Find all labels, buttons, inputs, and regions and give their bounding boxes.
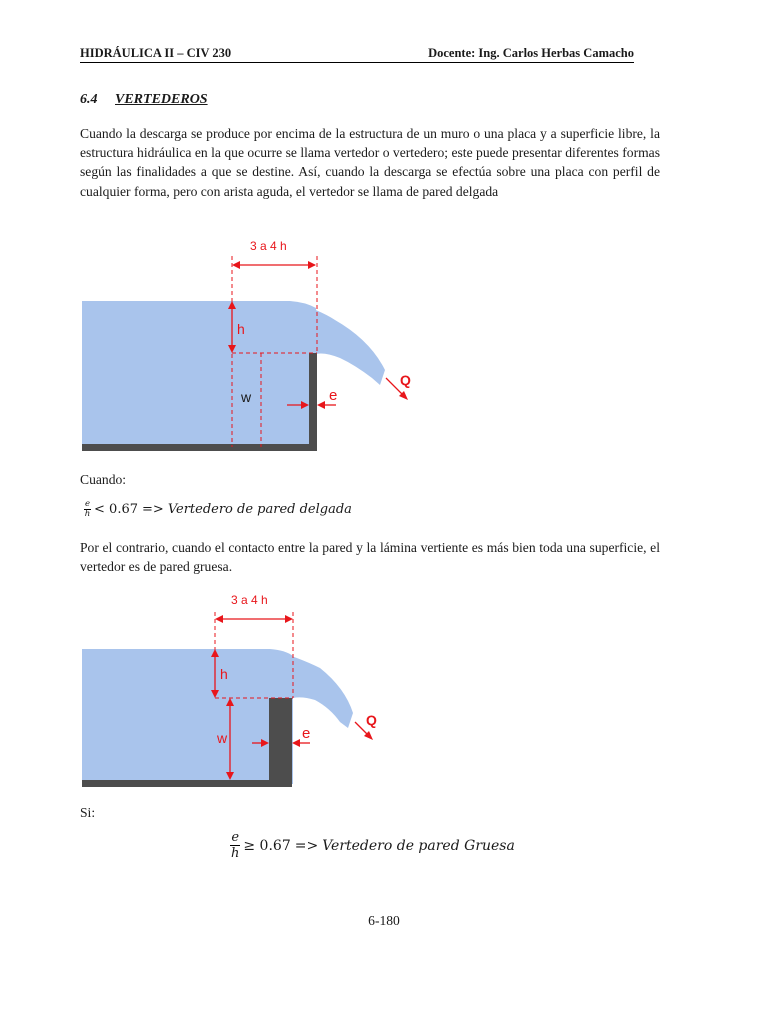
fraction-numerator: e xyxy=(85,499,91,509)
water-body xyxy=(82,301,316,447)
section-heading xyxy=(80,92,208,108)
weir-wall xyxy=(269,698,292,786)
fraction-denominator: h xyxy=(84,508,91,519)
implies-arrow: => xyxy=(142,501,164,517)
w-label: w xyxy=(241,389,252,405)
instructor-name: Docente: Ing. Carlos Herbas Camacho xyxy=(428,46,634,60)
fraction-denominator: h xyxy=(231,846,240,861)
channel-bed xyxy=(82,444,317,451)
section-title: VERTEDEROS xyxy=(115,92,208,107)
w-label: w xyxy=(217,730,228,746)
intro-paragraph: Cuando la descarga se produce por encima de la estructura de un muro o una placa y a superficie libre, la estructura hidráulica en la que ocurre se llama vertedor o vertedero; este puede presentar diferentes formas según las finalidades a que se destine. Así, cuando la descarga se efectúa sobre una placa con perfil de cualquier forma, pero con arista aguda, el vertedor se llama de pared delgada xyxy=(80,126,660,199)
e-over-h-fraction xyxy=(84,500,91,518)
result-text: Vertedero de pared delgada xyxy=(167,501,352,517)
water-body xyxy=(82,649,293,784)
e-label: e xyxy=(302,725,311,742)
thick-wall-condition xyxy=(230,830,515,861)
comparison: < 0.67 xyxy=(94,501,139,517)
channel-bed xyxy=(82,780,292,787)
h-label: h xyxy=(220,666,228,682)
span-label: 3 a 4 h xyxy=(250,239,287,253)
comparison: ≥ 0.67 xyxy=(243,837,291,854)
weir-wall xyxy=(309,353,317,449)
thin-wall-condition xyxy=(84,500,352,518)
thin-wall-weir-diagram xyxy=(80,230,420,460)
thick-wall-paragraph: Por el contrario, cuando el contacto entre la pared y la lámina vertiente es más bien toda una superficie, el vertedor es de pared gruesa. xyxy=(80,540,660,575)
result-text: Vertedero de pared Gruesa xyxy=(322,837,515,854)
cuando-label: Cuando: xyxy=(80,472,127,487)
section-number: 6.4 xyxy=(80,92,98,107)
implies-arrow: => xyxy=(294,837,319,854)
e-over-h-fraction xyxy=(230,830,240,861)
e-label: e xyxy=(329,387,338,404)
span-label: 3 a 4 h xyxy=(231,593,268,607)
fraction-numerator: e xyxy=(231,830,240,845)
si-label: Si: xyxy=(80,805,96,820)
page-header xyxy=(80,44,634,63)
q-label: Q xyxy=(366,712,377,728)
course-title: HIDRÁULICA II – CIV 230 xyxy=(80,46,232,60)
h-label: h xyxy=(237,321,245,337)
q-label: Q xyxy=(400,372,411,388)
thick-wall-weir-diagram xyxy=(80,588,400,788)
page-number: 6-180 xyxy=(368,913,400,928)
